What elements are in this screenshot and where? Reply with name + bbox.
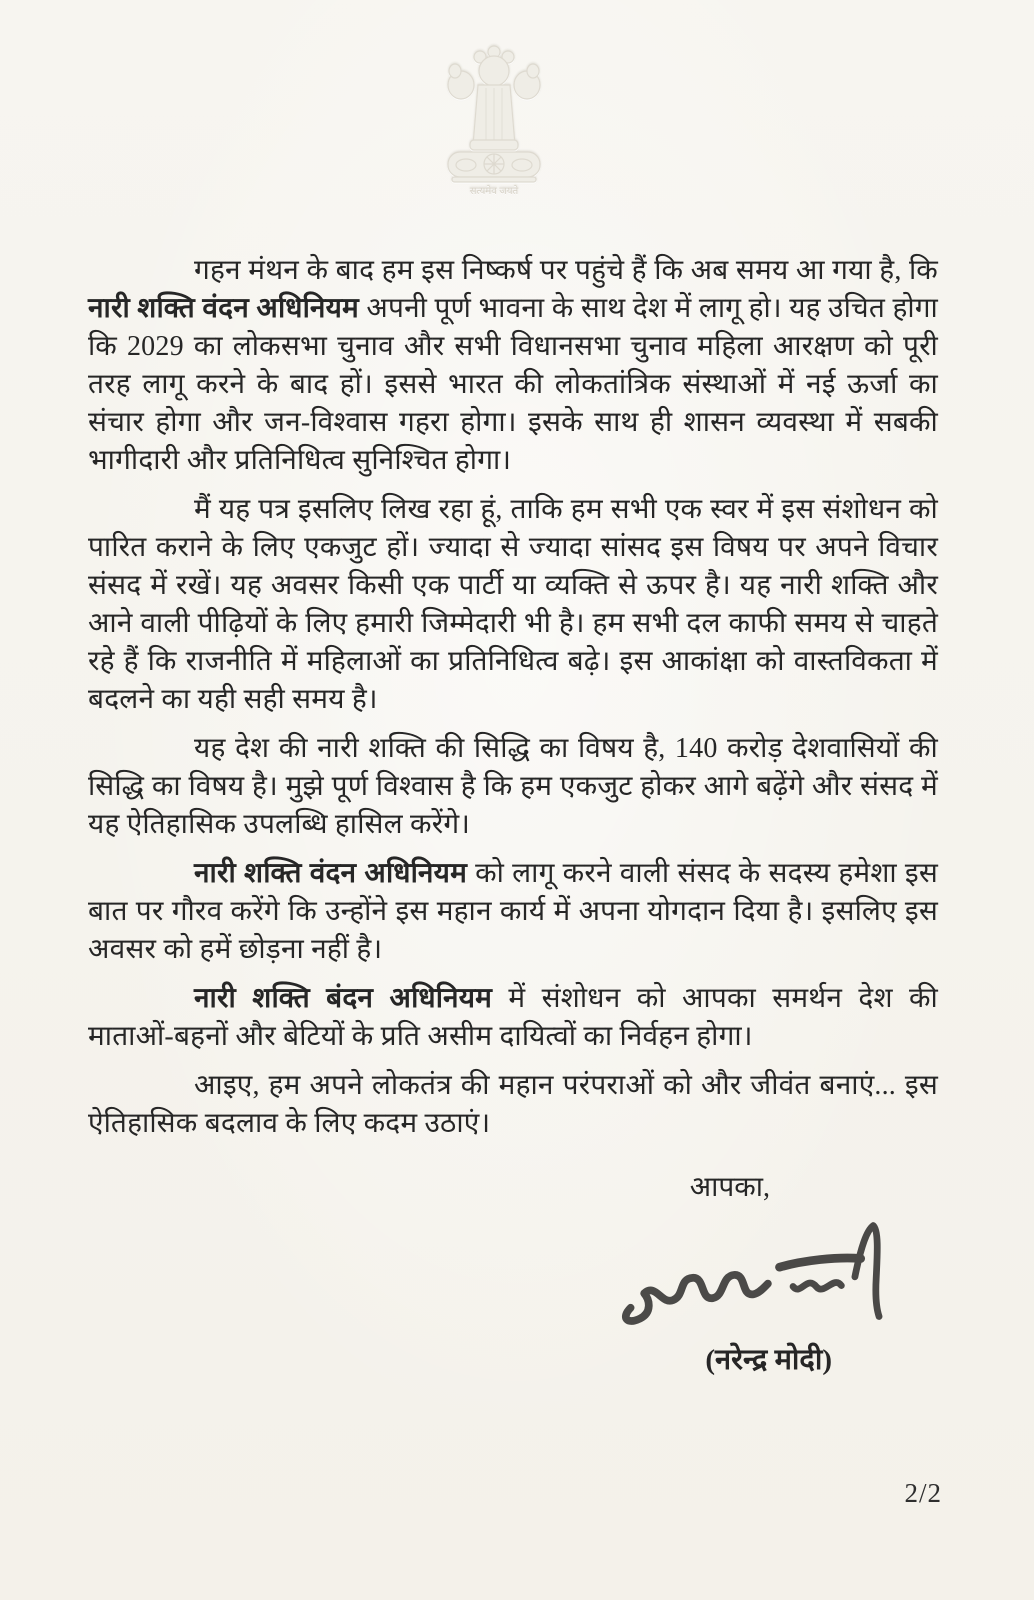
page-number: 2/2 — [904, 1478, 942, 1508]
signer-name: (नरेन्द्र मोदी) — [705, 1344, 832, 1376]
state-emblem-of-india-embossed-icon — [436, 40, 552, 200]
paragraph-6-text: आइए, हम अपने लोकतंत्र की महान परंपराओं को और जीवंत बनाएं... इस ऐतिहासिक बदलाव के लिए कदम उठाएं। — [88, 1070, 938, 1139]
closing-salutation: आपका, — [689, 1172, 770, 1203]
letter-body — [88, 252, 938, 1378]
handwritten-signature — [88, 1215, 938, 1333]
paragraph-1-text: गहन मंथन के बाद हम इस निष्कर्ष पर पहुंचे हैं कि अब समय आ गया है, कि — [194, 255, 938, 286]
paragraph-5 — [88, 980, 938, 1056]
act-name-bold: नारी शक्ति वंदन अधिनियम — [194, 858, 468, 889]
paragraph-1 — [88, 252, 938, 480]
act-name-bold: नारी शक्ति वंदन अधिनियम — [88, 293, 360, 324]
paragraph-4 — [88, 855, 938, 969]
act-name-bold: नारी शक्ति बंदन अधिनियम — [194, 983, 493, 1014]
paragraph-2 — [88, 491, 938, 719]
paragraph-3-text: यह देश की नारी शक्ति की सिद्धि का विषय है, 140 करोड़ देशवासियों की सिद्धि का विषय है। मुझे पूर्ण विश्वास है कि हम एकजुट होकर आगे बढ़ेंगे और संसद में यह ऐतिहासिक उपलब्धि हासिल करेंगे। — [88, 733, 938, 840]
paragraph-6 — [88, 1067, 938, 1143]
emblem-motto: सत्यमेव जयते — [469, 186, 519, 197]
paragraph-5-text: में संशोधन को आपका समर्थन देश की माताओं-बहनों और बेटियों के प्रति असीम दायित्वों का निर्वहन होगा। — [88, 983, 938, 1052]
paragraph-1-text-cont: अपनी पूर्ण भावना के साथ देश में लागू हो। यह उचित होगा कि 2029 का लोकसभा चुनाव और सभी विधानसभा चुनाव महिला आरक्षण को पूरी तरह लागू करने के बाद हों। इससे भारत की लोकतांत्रिक संस्थाओं में नई ऊर्जा का संचार होगा और जन-विश्वास गहरा होगा। इसके साथ ही शासन व्यवस्था में सबकी भागीदारी और प्रतिनिधित्व सुनिश्चित होगा। — [88, 293, 939, 476]
paragraph-2-text: मैं यह पत्र इसलिए लिख रहा हूं, ताकि हम सभी एक स्वर में इस संशोधन को पारित कराने के लिए एकजुट हों। ज्यादा से ज्यादा सांसद इस विषय पर अपने विचार संसद में रखें। यह अवसर किसी एक पार्टी या व्यक्ति से ऊपर है। यह नारी शक्ति और आने वाली पीढ़ियों के लिए हमारी जिम्मेदारी भी है। हम सभी दल काफी समय से चाहते रहे हैं कि राजनीति में महिलाओं का प्रतिनिधित्व बढ़े। इस आकांक्षा को वास्तविकता में बदलने का यही सही समय है। — [88, 494, 938, 715]
paragraph-4-text: को लागू करने वाली संसद के सदस्य हमेशा इस बात पर गौरव करेंगे कि उन्होंने इस महान कार्य में अपना योगदान दिया है। इसलिए इस अवसर को हमें छोड़ना नहीं है। — [88, 858, 939, 965]
paragraph-3 — [88, 730, 938, 844]
